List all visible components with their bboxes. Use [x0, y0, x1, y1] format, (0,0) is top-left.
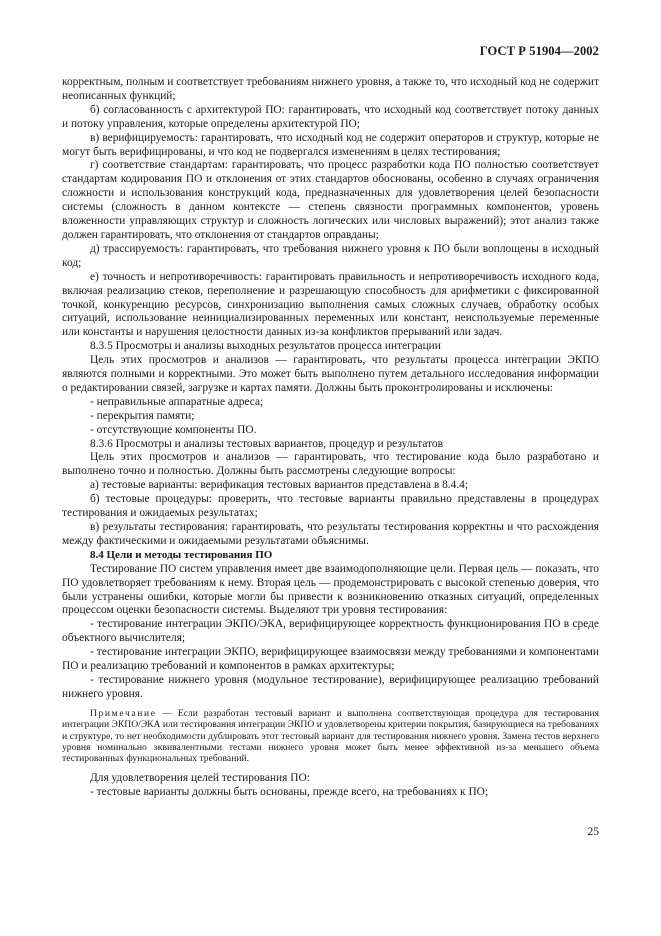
list-item: - неправильные аппаратные адреса; — [90, 395, 264, 408]
list-item: б) согласованность с архитектурой ПО: гарантировать, что исходный код соответствует потоку данных и потоку управления, которые определены архитектурой ПО; — [62, 103, 599, 130]
note-text: — Если разработан тестовый вариант и выполнена соответствующая процедура для тестирования интеграции ЭКПО/ЭКА или тестирования интеграции ЭКПО и удовлетворены критерии покрытия, базирующиеся на требованиях и структуре, то нет необходимости дублировать этот тестовый вариант для тестирования нижнего уровня. Замена тестов верхнего уровня номинально эквивалентными тестами нижнего уровня может быть менее эффективной из-за меньшего объема тестированных функциональных требований. — [62, 707, 599, 765]
list-item: е) точность и непротиворечивость: гарантировать правильность и непротиворечивость исходного кода, включая реализацию стеков, переполнение и разрешающую способность для арифметики с фиксированной точкой, конкуренцию ресурсов, синхронизацию выполнения самых сложных случаев, обработку особых ситуаций, использование неинициализированных переменных или констант, неиспользуемые переменные или константы и нарушения целостности данных из-за конфликтов прерываний или задач. — [62, 270, 599, 339]
paragraph: Тестирование ПО систем управления имеет две взаимодополняющие цели. Первая цель — показать, что ПО удовлетворяет требованиям к нему. Вторая цель — продемонстрировать с высокой степенью доверия, что были устранены ошибки, которые могли бы привести к возникновению отказных ситуаций, определенных процессом оценки безопасности системы. Выделяют три уровня тестирования: — [62, 562, 599, 617]
section-heading: 8.4 Цели и методы тестирования ПО — [90, 548, 273, 561]
subsection-heading: 8.3.5 Просмотры и анализы выходных результатов процесса интеграции — [90, 340, 441, 353]
note-label: Примечание — [90, 707, 157, 719]
subsection-heading: 8.3.6 Просмотры и анализы тестовых вариантов, процедур и результатов — [90, 437, 444, 450]
document-body — [62, 76, 599, 800]
paragraph: корректным, полным и соответствует требованиям нижнего уровня, а также то, что исходный код не содержит неописанных функций; — [62, 76, 599, 102]
list-item: - тестирование нижнего уровня (модульное тестирование), верифицирующее реализацию требований нижнего уровня. — [62, 673, 599, 700]
paragraph: Цель этих просмотров и анализов — гарантировать, что результаты процесса интеграции ЭКПО являются полными и корректными. Это может быть выполнено путем детального исследования информации о редактировании связей, загрузке и картах памяти. Должны быть проконтролированы и исключены: — [62, 354, 599, 394]
list-item: в) верифицируемость: гарантировать, что исходный код не содержит операторов и структур, которые не могут быть верифицированы, и что код не подвергался изменениям в целях тестирования; — [62, 131, 599, 158]
list-item: д) трассируемость: гарантировать, что требования нижнего уровня к ПО были воплощены в исходный код; — [62, 242, 599, 269]
list-item: в) результаты тестирования: гарантировать, что результаты тестирования корректны и что расхождения между фактическими и ожидаемыми результатами объяснимы. — [62, 521, 599, 547]
list-item: б) тестовые процедуры: проверить, что тестовые варианты правильно представлены в процедурах тестирования и ожидаемых результатах; — [62, 493, 599, 520]
paragraph: Цель этих просмотров и анализов — гарантировать, что тестирование кода было разработано и выполнено точно и полностью. Должны быть рассмотрены следующие вопросы: — [62, 451, 599, 478]
list-item: г) соответствие стандартам: гарантировать, что процесс разработки кода ПО полностью соответствует стандартам кодирования ПО и отклонения от этих стандартов обоснованы, особенно в случаях ограничения сложности и использования конструкций кода, предназначенных для удовлетворения целей безопасности системы (сложность в данном контексте — степень связности программных компонентов, уровень вложенности управляющих структур и сложность логических или числовых выражений); этот анализ также должен гарантировать, что отклонения от стандартов оправданы; — [62, 159, 599, 241]
page-number: 25 — [587, 826, 599, 838]
standard-header: ГОСТ Р 51904—2002 — [479, 44, 599, 58]
paragraph: Для удовлетворения целей тестирования ПО: — [90, 771, 310, 784]
note — [62, 708, 599, 765]
list-item: - тестирование интеграции ЭКПО/ЭКА, верифицирующее корректность функционирования ПО в среде объектного вычислителя; — [62, 618, 599, 645]
list-item: - тестирование интеграции ЭКПО, верифицирующее взаимосвязи между требованиями и компонентами ПО и реализацию требований и компонентов в рамках архитектуры; — [62, 646, 599, 673]
list-item: - отсутствующие компоненты ПО. — [90, 423, 257, 436]
list-item: а) тестовые варианты: верификация тестовых вариантов представлена в 8.4.4; — [90, 479, 469, 492]
list-item: - перекрытия памяти; — [90, 409, 195, 422]
list-item: - тестовые варианты должны быть основаны, прежде всего, на требованиях к ПО; — [90, 785, 489, 798]
